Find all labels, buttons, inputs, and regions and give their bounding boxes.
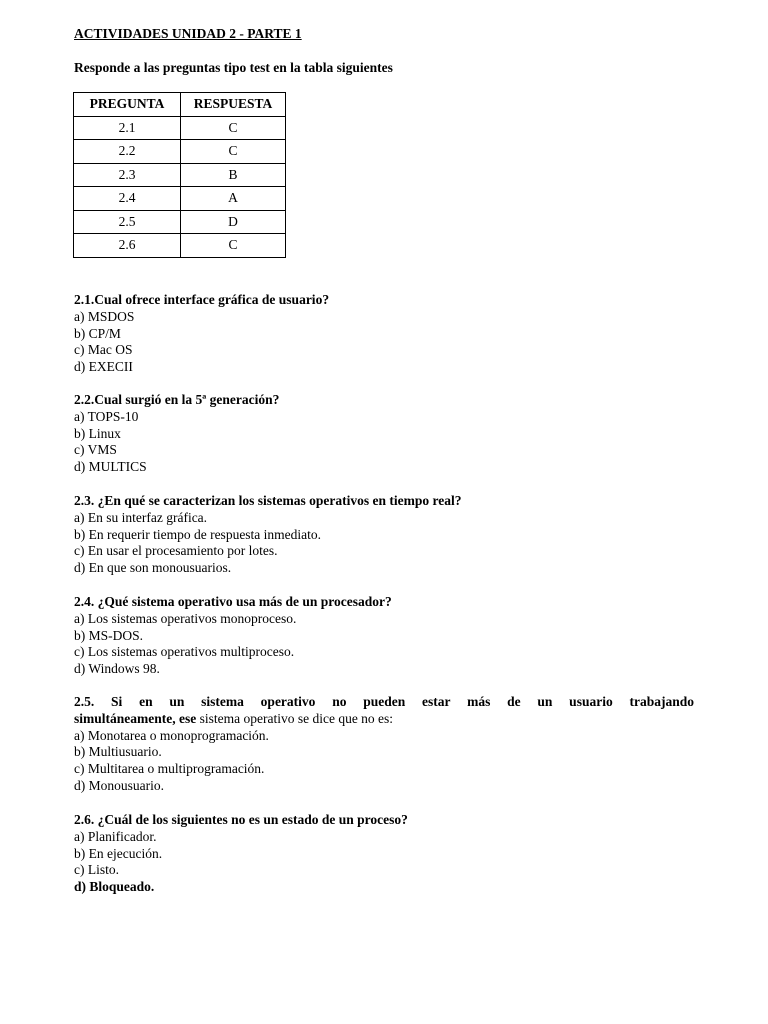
question-block-2-5 bbox=[74, 694, 694, 795]
option-a: a) Monotarea o monoprogramación. bbox=[74, 727, 269, 743]
cell-question: 2.5 bbox=[74, 210, 181, 234]
option-b: b) MS-DOS. bbox=[74, 627, 144, 643]
option-d: d) EXECII bbox=[74, 359, 133, 375]
question-block-2-6 bbox=[74, 812, 694, 896]
cell-answer: C bbox=[181, 116, 286, 140]
table-row bbox=[74, 210, 286, 234]
question-title: 2.4. ¿Qué sistema operativo usa más de un procesador? bbox=[74, 594, 392, 609]
cell-question: 2.4 bbox=[74, 187, 181, 211]
option-b: b) En ejecución. bbox=[74, 845, 163, 861]
table-row bbox=[74, 116, 286, 140]
question-block-2-4 bbox=[74, 594, 694, 678]
cell-question: 2.1 bbox=[74, 116, 181, 140]
question-title-bold-part: simultáneamente, ese bbox=[74, 710, 197, 726]
question-title-line-1: 2.5. Si en un sistema operativo no pueden estar más de un usuario trabajando bbox=[74, 694, 694, 709]
cell-answer: A bbox=[181, 187, 286, 211]
question-title: 2.6. ¿Cuál de los siguientes no es un estado de un proceso? bbox=[74, 812, 408, 827]
cell-answer: D bbox=[181, 210, 286, 234]
table-row bbox=[74, 187, 286, 211]
instructions: Responde a las preguntas tipo test en la tabla siguientes bbox=[74, 60, 393, 75]
option-d-highlighted: d) Bloqueado. bbox=[74, 879, 155, 895]
option-c: c) Mac OS bbox=[74, 342, 133, 358]
table-header-row bbox=[74, 93, 286, 117]
option-c: c) Los sistemas operativos multiproceso. bbox=[74, 644, 295, 660]
question-title: 2.3. ¿En qué se caracterizan los sistemas operativos en tiempo real? bbox=[74, 493, 462, 508]
question-block-2-2 bbox=[74, 392, 694, 476]
page-title: ACTIVIDADES UNIDAD 2 - PARTE 1 bbox=[74, 26, 302, 41]
cell-answer: C bbox=[181, 234, 286, 258]
question-block-2-1 bbox=[74, 292, 694, 376]
table-row bbox=[74, 234, 286, 258]
option-d: d) En que son monousuarios. bbox=[74, 560, 232, 576]
table-row bbox=[74, 163, 286, 187]
option-a: a) Los sistemas operativos monoproceso. bbox=[74, 610, 297, 626]
option-a: a) MSDOS bbox=[74, 308, 135, 324]
question-block-2-3 bbox=[74, 493, 694, 577]
table-row bbox=[74, 140, 286, 164]
option-a: a) En su interfaz gráfica. bbox=[74, 509, 208, 525]
option-d: d) Windows 98. bbox=[74, 661, 160, 677]
option-b: b) CP/M bbox=[74, 325, 121, 341]
question-title: 2.2.Cual surgió en la 5ª generación? bbox=[74, 392, 280, 407]
header-respuesta: RESPUESTA bbox=[181, 93, 286, 117]
answers-table bbox=[73, 92, 286, 258]
cell-answer: C bbox=[181, 140, 286, 164]
option-b: b) Multiusuario. bbox=[74, 744, 162, 760]
cell-answer: B bbox=[181, 163, 286, 187]
question-title: 2.1.Cual ofrece interface gráfica de usuario? bbox=[74, 292, 330, 307]
option-d: d) MULTICS bbox=[74, 459, 147, 475]
option-a: a) TOPS-10 bbox=[74, 408, 139, 424]
question-title-rest: sistema operativo se dice que no es: bbox=[196, 710, 394, 726]
option-c: c) VMS bbox=[74, 442, 117, 458]
header-pregunta: PREGUNTA bbox=[74, 93, 181, 117]
option-c: c) Listo. bbox=[74, 862, 119, 878]
option-c: c) En usar el procesamiento por lotes. bbox=[74, 543, 278, 559]
option-a: a) Planificador. bbox=[74, 828, 157, 844]
option-b: b) En requerir tiempo de respuesta inmediato. bbox=[74, 526, 322, 542]
cell-question: 2.2 bbox=[74, 140, 181, 164]
option-d: d) Monousuario. bbox=[74, 777, 164, 793]
question-title-line-2 bbox=[74, 711, 694, 728]
cell-question: 2.6 bbox=[74, 234, 181, 258]
option-b: b) Linux bbox=[74, 425, 121, 441]
cell-question: 2.3 bbox=[74, 163, 181, 187]
option-c: c) Multitarea o multiprogramación. bbox=[74, 761, 265, 777]
